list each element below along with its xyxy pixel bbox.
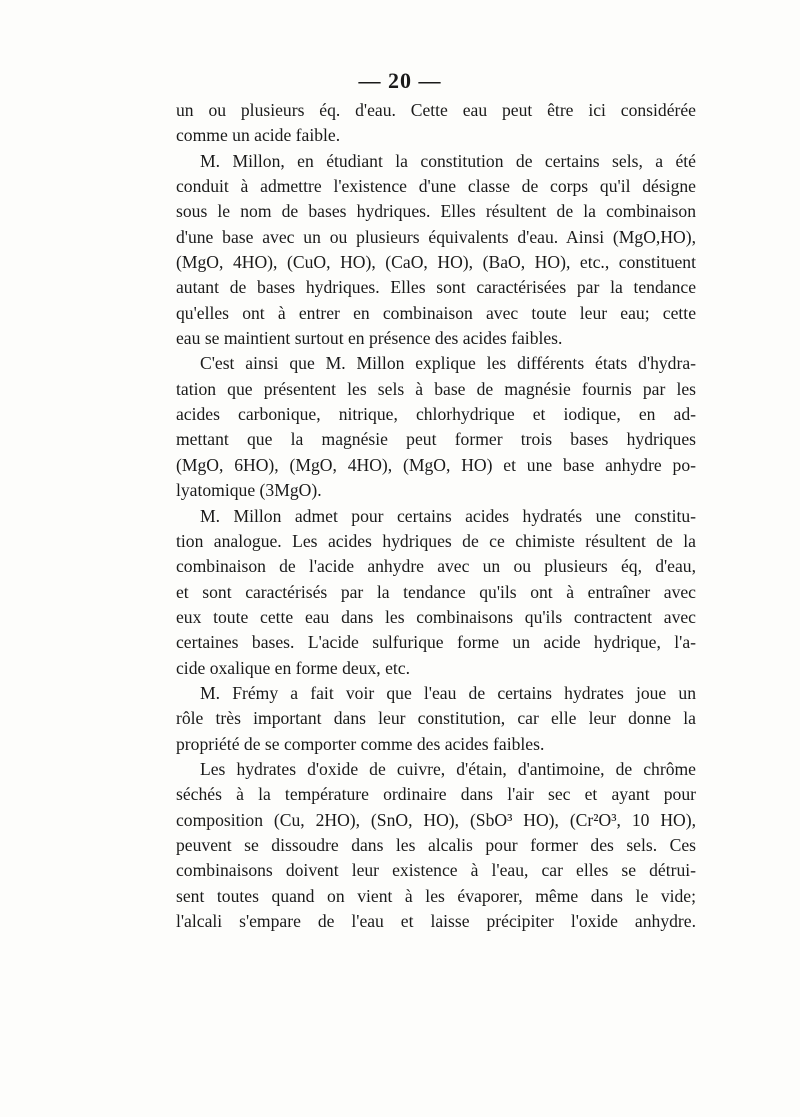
- text-line: tion analogue. Les acides hydriques de ce chimiste résultent de la: [176, 530, 696, 551]
- body-text: [176, 98, 696, 934]
- text-line: peuvent se dissoudre dans les alcalis pour former des sels. Ces: [176, 834, 696, 855]
- text-line: comme un acide faible.: [176, 125, 341, 146]
- text-line: Les hydrates d'oxide de cuivre, d'étain, d'antimoine, de chrôme: [200, 758, 696, 779]
- text-line: et sont caractérisés par la tendance qu'ils ont à entraîner avec: [176, 581, 696, 602]
- text-line: combinaisons doivent leur existence à l'eau, car elles se détrui-: [176, 860, 696, 881]
- text-line: composition (Cu, 2HO), (SnO, HO), (SbO³ HO), (Cr²O³, 10 HO),: [176, 809, 696, 830]
- text-line: cide oxalique en forme deux, etc.: [176, 657, 410, 678]
- text-line: certaines bases. L'acide sulfurique forme un acide hydrique, l'a-: [176, 632, 696, 653]
- text-line: propriété de se comporter comme des acides faibles.: [176, 733, 545, 754]
- text-line: séchés à la température ordinaire dans l'air sec et ayant pour: [176, 784, 696, 805]
- text-line: mettant que la magnésie peut former trois bases hydriques: [176, 429, 696, 450]
- text-line: qu'elles ont à entrer en combinaison avec toute leur eau; cette: [176, 302, 696, 323]
- text-line: M. Millon admet pour certains acides hydratés une constitu-: [200, 505, 696, 526]
- text-line: eux toute cette eau dans les combinaisons qu'ils contractent avec: [176, 606, 696, 627]
- text-line: lyatomique (3MgO).: [176, 480, 322, 501]
- text-line: conduit à admettre l'existence d'une classe de corps qu'il désigne: [176, 176, 696, 197]
- text-line: (MgO, 4HO), (CuO, HO), (CaO, HO), (BaO, HO), etc., constituent: [176, 252, 696, 273]
- text-line: sous le nom de bases hydriques. Elles résultent de la combinaison: [176, 201, 696, 222]
- text-line: d'une base avec un ou plusieurs équivalents d'eau. Ainsi (MgO,HO),: [176, 226, 696, 247]
- text-line: l'alcali s'empare de l'eau et laisse précipiter l'oxide anhydre.: [176, 911, 696, 931]
- text-line: eau se maintient surtout en présence des acides faibles.: [176, 328, 563, 349]
- text-line: combinaison de l'acide anhydre avec un ou plusieurs éq, d'eau,: [176, 556, 696, 577]
- text-line: un ou plusieurs éq. d'eau. Cette eau peut être ici considérée: [176, 100, 696, 120]
- text-line: M. Millon, en étudiant la constitution de certains sels, a été: [200, 150, 696, 171]
- text-line: M. Frémy a fait voir que l'eau de certains hydrates joue un: [200, 682, 696, 703]
- page-number: — 20 —: [358, 68, 442, 93]
- text-line: acides carbonique, nitrique, chlorhydrique et iodique, en ad-: [176, 404, 696, 425]
- text-line: sent toutes quand on vient à les évaporer, même dans le vide;: [176, 885, 696, 906]
- text-line: (MgO, 6HO), (MgO, 4HO), (MgO, HO) et une base anhydre po-: [176, 454, 696, 475]
- text-line: tation que présentent les sels à base de magnésie fournis par les: [176, 378, 696, 399]
- text-line: autant de bases hydriques. Elles sont caractérisées par la tendance: [176, 277, 696, 298]
- text-line: rôle très important dans leur constitution, car elle leur donne la: [176, 708, 696, 729]
- text-line: C'est ainsi que M. Millon explique les différents états d'hydra-: [200, 353, 696, 374]
